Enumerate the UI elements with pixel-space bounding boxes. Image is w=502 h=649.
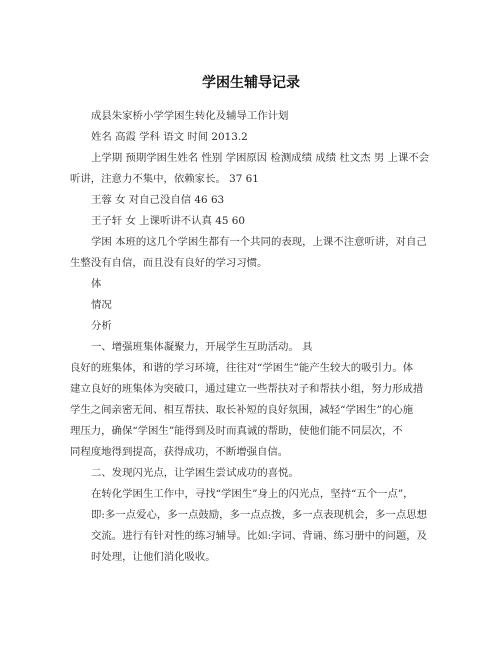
paragraph-school-plan: 成县朱家桥小学学困生转化及辅导工作计划 bbox=[91, 110, 289, 122]
paragraph-student-1: 上学期 预期学困生姓名 性别 学困原因 检测成绩 成绩 杜文杰 男 上课不会听讲，注意力不集中，依赖家长。 37 61 bbox=[70, 152, 430, 185]
paragraph-analysis-summary: 学困 本班的这几个学困生都有一个共同的表现，上课不注意听讲，对自己生整没有自信，而且没有良好的学习习惯。 bbox=[70, 236, 427, 269]
paragraph-measure-2-line-2: 即:多一点爱心，多一点鼓励，多一点点拨，多一点表现机会，多一点思想 bbox=[91, 509, 427, 521]
paragraph-label-qingkuang: 情况 bbox=[91, 299, 112, 311]
paragraph-measure-1-line-5: 同程度地得到提高，获得成功，不断增强自信。 bbox=[70, 446, 289, 458]
paragraph-measure-2-line-1: 在转化学困生工作中，寻找“学困生”身上的闪光点，坚持“五个一点”， bbox=[91, 488, 414, 500]
paragraph-measure-1-line-4: 理压力，确保“学困生”能得到及时而真诚的帮助，使他们能不同层次，不 bbox=[70, 425, 403, 437]
paragraph-measure-2-line-3: 交流。进行有针对性的练习辅导。比如:字词、背诵、练习册中的问题，及 bbox=[91, 530, 427, 542]
paragraph-label-ti: 体 bbox=[91, 278, 102, 290]
paragraph-measure-1-line-3: 学生之间亲密无间、相互帮扶、取长补短的良好氛围，减轻“学困生”的心施 bbox=[70, 404, 414, 416]
paragraph-label-fenxi: 分析 bbox=[91, 320, 112, 332]
paragraph-student-2: 王蓉 女 对自己没自信 46 63 bbox=[91, 194, 225, 206]
document-title: 学困生辅导记录 bbox=[202, 75, 300, 91]
paragraph-measure-2-heading: 二、发现闪光点，让学困生尝试成功的喜悦。 bbox=[91, 467, 299, 479]
paragraph-measure-2-line-4: 时处理，让他们消化吸收。 bbox=[91, 551, 216, 563]
paragraph-student-3: 王子轩 女 上课听讲不认真 45 60 bbox=[91, 215, 245, 227]
paragraph-teacher-info: 姓名 高霞 学科 语文 时间 2013.2 bbox=[91, 131, 248, 143]
paragraph-measure-1-heading: 一、增强班集体凝聚力，开展学生互助活动。 具 bbox=[91, 341, 313, 353]
paragraph-measure-1-line-2: 建立良好的班集体为突破口，通过建立一些帮扶对子和帮扶小组，努力形成措 bbox=[70, 383, 424, 395]
paragraph-measure-1-line-1: 良好的班集体，和谐的学习环境，往往对“学困生”能产生较大的吸引力。体 bbox=[70, 362, 414, 374]
document-body bbox=[70, 106, 430, 568]
